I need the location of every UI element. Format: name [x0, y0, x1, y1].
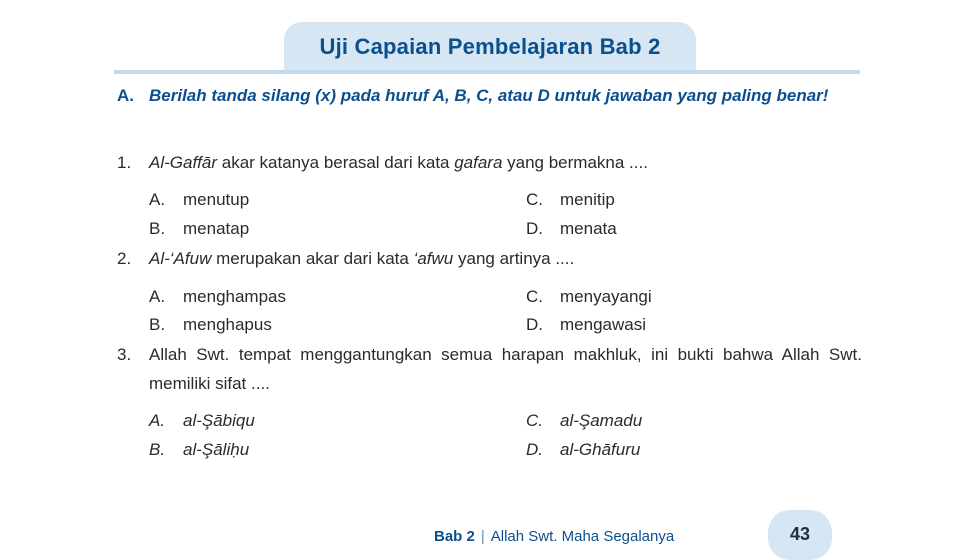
option-2d[interactable] — [526, 315, 646, 335]
option-text: al-Ghāfuru — [560, 440, 641, 459]
title-underline — [114, 70, 860, 74]
option-text: al-Şābiqu — [183, 411, 255, 430]
instruction-block — [117, 82, 862, 110]
option-letter: D. — [526, 440, 543, 459]
option-3c[interactable] — [526, 411, 642, 431]
page-number: 43 — [789, 524, 811, 544]
option-1b[interactable] — [149, 219, 249, 239]
option-letter: C. — [526, 287, 543, 306]
option-text: menata — [560, 219, 617, 238]
footer-separator: | — [480, 528, 485, 545]
option-letter: D. — [526, 219, 543, 238]
option-text: menatap — [183, 219, 250, 238]
question-2 — [117, 244, 862, 273]
option-1a[interactable] — [149, 190, 249, 210]
question-text-mid: akar katanya berasal dari kata — [217, 153, 455, 172]
option-text: al-Şamadu — [560, 411, 643, 430]
option-letter: C. — [526, 411, 543, 430]
option-letter: B. — [149, 315, 166, 334]
option-1c[interactable] — [526, 190, 615, 210]
question-3 — [117, 340, 862, 398]
option-text: menyayangi — [560, 287, 652, 306]
option-letter: D. — [526, 315, 543, 334]
option-text: menutup — [183, 190, 250, 209]
question-number: 1. — [117, 153, 132, 172]
question-number: 3. — [117, 345, 132, 364]
instruction-text: Berilah tanda silang (x) pada huruf A, B, C, atau D untuk jawaban yang paling benar! — [149, 86, 829, 105]
option-3a[interactable] — [149, 411, 255, 431]
question-1 — [117, 148, 862, 177]
option-3b[interactable] — [149, 440, 249, 460]
option-text: al-Şāliḥu — [183, 440, 250, 459]
option-1d[interactable] — [526, 219, 617, 239]
option-2c[interactable] — [526, 287, 652, 307]
option-2a[interactable] — [149, 287, 286, 307]
footer-chapter: Bab 2 — [434, 528, 475, 545]
question-term: Al-‘Afuw — [149, 249, 212, 268]
option-letter: C. — [526, 190, 543, 209]
page-title: Uji Capaian Pembelajaran Bab 2 — [319, 34, 661, 59]
option-3d[interactable] — [526, 440, 640, 460]
option-letter: B. — [149, 219, 166, 238]
footer — [434, 528, 674, 545]
option-text: menitip — [560, 190, 615, 209]
option-text: mengawasi — [560, 315, 646, 334]
question-text — [149, 244, 862, 273]
question-term2: gafara — [454, 153, 503, 172]
section-letter: A. — [117, 86, 134, 105]
option-letter: A. — [149, 287, 166, 306]
question-text — [149, 148, 862, 177]
question-text: Allah Swt. tempat menggantungkan semua harapan makhluk, ini bukti bahwa Allah Swt. memiliki sifat .... — [149, 345, 862, 393]
option-2b[interactable] — [149, 315, 272, 335]
option-letter: A. — [149, 411, 166, 430]
question-text-mid: merupakan akar dari kata — [211, 249, 414, 268]
footer-chapter-title: Allah Swt. Maha Segalanya — [490, 528, 675, 545]
question-text-end: yang bermakna .... — [502, 153, 648, 172]
question-number: 2. — [117, 249, 132, 268]
option-text: menghampas — [183, 287, 287, 306]
question-term2: ‘afwu — [413, 249, 454, 268]
option-letter: A. — [149, 190, 166, 209]
option-letter: B. — [149, 440, 166, 459]
question-text-end: yang artinya .... — [453, 249, 575, 268]
option-text: menghapus — [183, 315, 272, 334]
question-term: Al-Gaffār — [149, 153, 218, 172]
